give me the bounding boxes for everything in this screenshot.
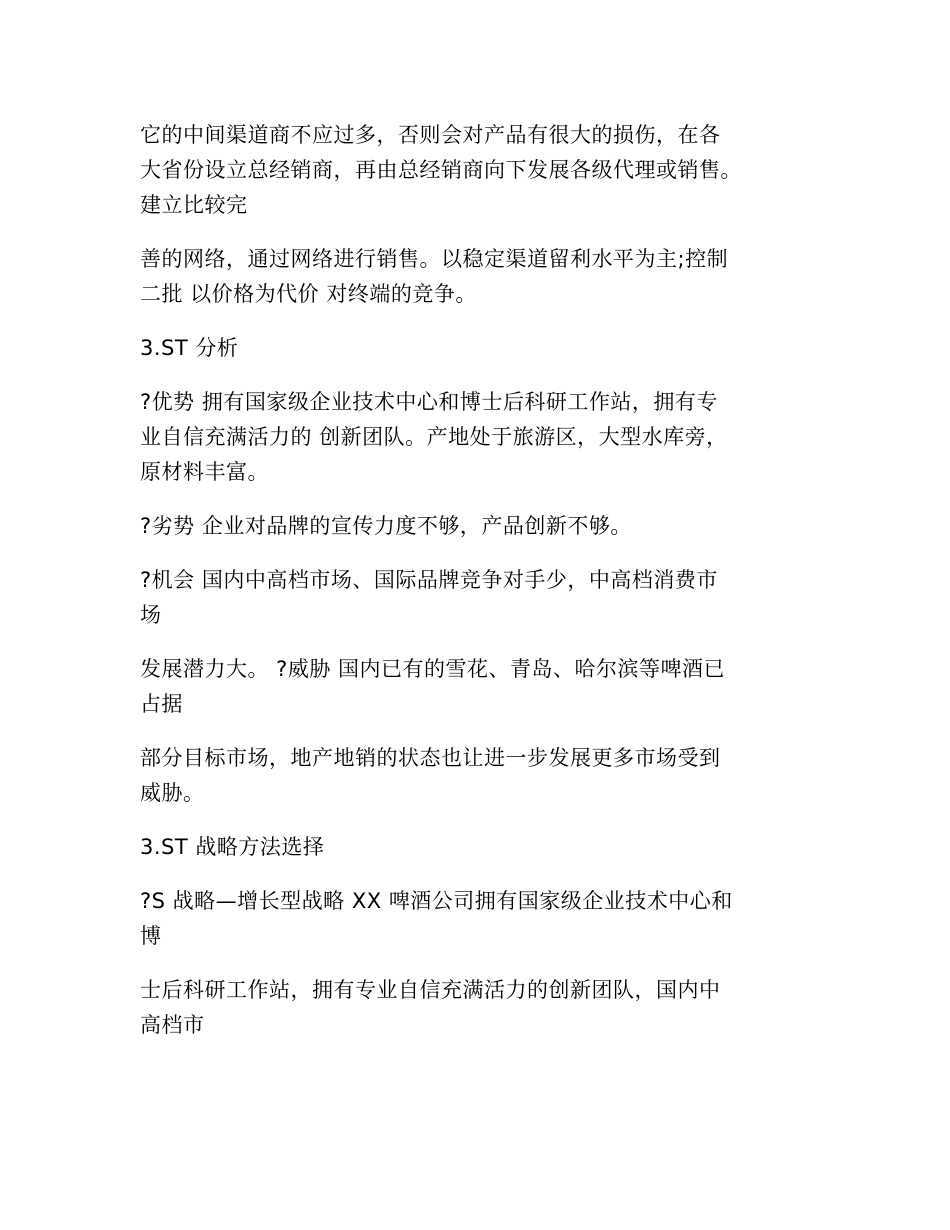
- text-line: 博: [140, 924, 162, 948]
- text-line: 大省份设立总经销商，再由总经销商向下发展各级代理或销售。: [140, 158, 742, 182]
- text-line: 场: [140, 603, 162, 627]
- section-heading-st-strategy: [140, 830, 820, 865]
- paragraph-threats-continued: [140, 741, 820, 811]
- heading-text: 3.ST 分析: [140, 336, 239, 360]
- paragraph-threats: [140, 652, 820, 722]
- text-line: 它的中间渠道商不应过多，否则会对产品有很大的损伤，在各: [140, 123, 721, 147]
- text-line: 发展潜力大。 ?威胁 国内已有的雪花、青岛、哈尔滨等啤酒已: [140, 657, 725, 681]
- text-line: 业自信充满活力的 创新团队。产地处于旅游区，大型水库旁，: [140, 425, 728, 449]
- text-line: ?优势 拥有国家级企业技术中心和博士后科研工作站，拥有专: [140, 390, 718, 414]
- text-line: 原材料丰富。: [140, 460, 269, 484]
- text-line: 士后科研工作站，拥有专业自信充满活力的创新团队，国内中: [140, 978, 721, 1002]
- document-body: [140, 118, 820, 1062]
- text-line: 建立比较完: [140, 193, 248, 217]
- text-line: 占据: [140, 692, 183, 716]
- text-line: 威胁。: [140, 781, 205, 805]
- text-line: ?机会 国内中高档市场、国际品牌竞争对手少，中高档消费市: [140, 568, 718, 592]
- text-line: ?S 战略—增长型战略 XX 啤酒公司拥有国家级企业技术中心和: [140, 889, 733, 913]
- paragraph-network-sales: [140, 242, 820, 312]
- paragraph-opportunities: [140, 563, 820, 633]
- text-line: 善的网络，通过网络进行销售。以稳定渠道留利水平为主;控制: [140, 247, 729, 271]
- text-line: 高档市: [140, 1013, 205, 1037]
- paragraph-weaknesses: [140, 509, 820, 544]
- text-line: 部分目标市场，地产地销的状态也让进一步发展更多市场受到: [140, 746, 721, 770]
- paragraph-growth-strategy: [140, 884, 820, 954]
- paragraph-research-team: [140, 973, 820, 1043]
- text-line: ?劣势 企业对品牌的宣传力度不够，产品创新不够。: [140, 514, 632, 538]
- section-heading-st-analysis: [140, 331, 820, 366]
- heading-text: 3.ST 战略方法选择: [140, 835, 325, 859]
- text-line: 二批 以价格为代价 对终端的竞争。: [140, 282, 477, 306]
- paragraph-channel-dealers: [140, 118, 820, 223]
- paragraph-strengths: [140, 385, 820, 490]
